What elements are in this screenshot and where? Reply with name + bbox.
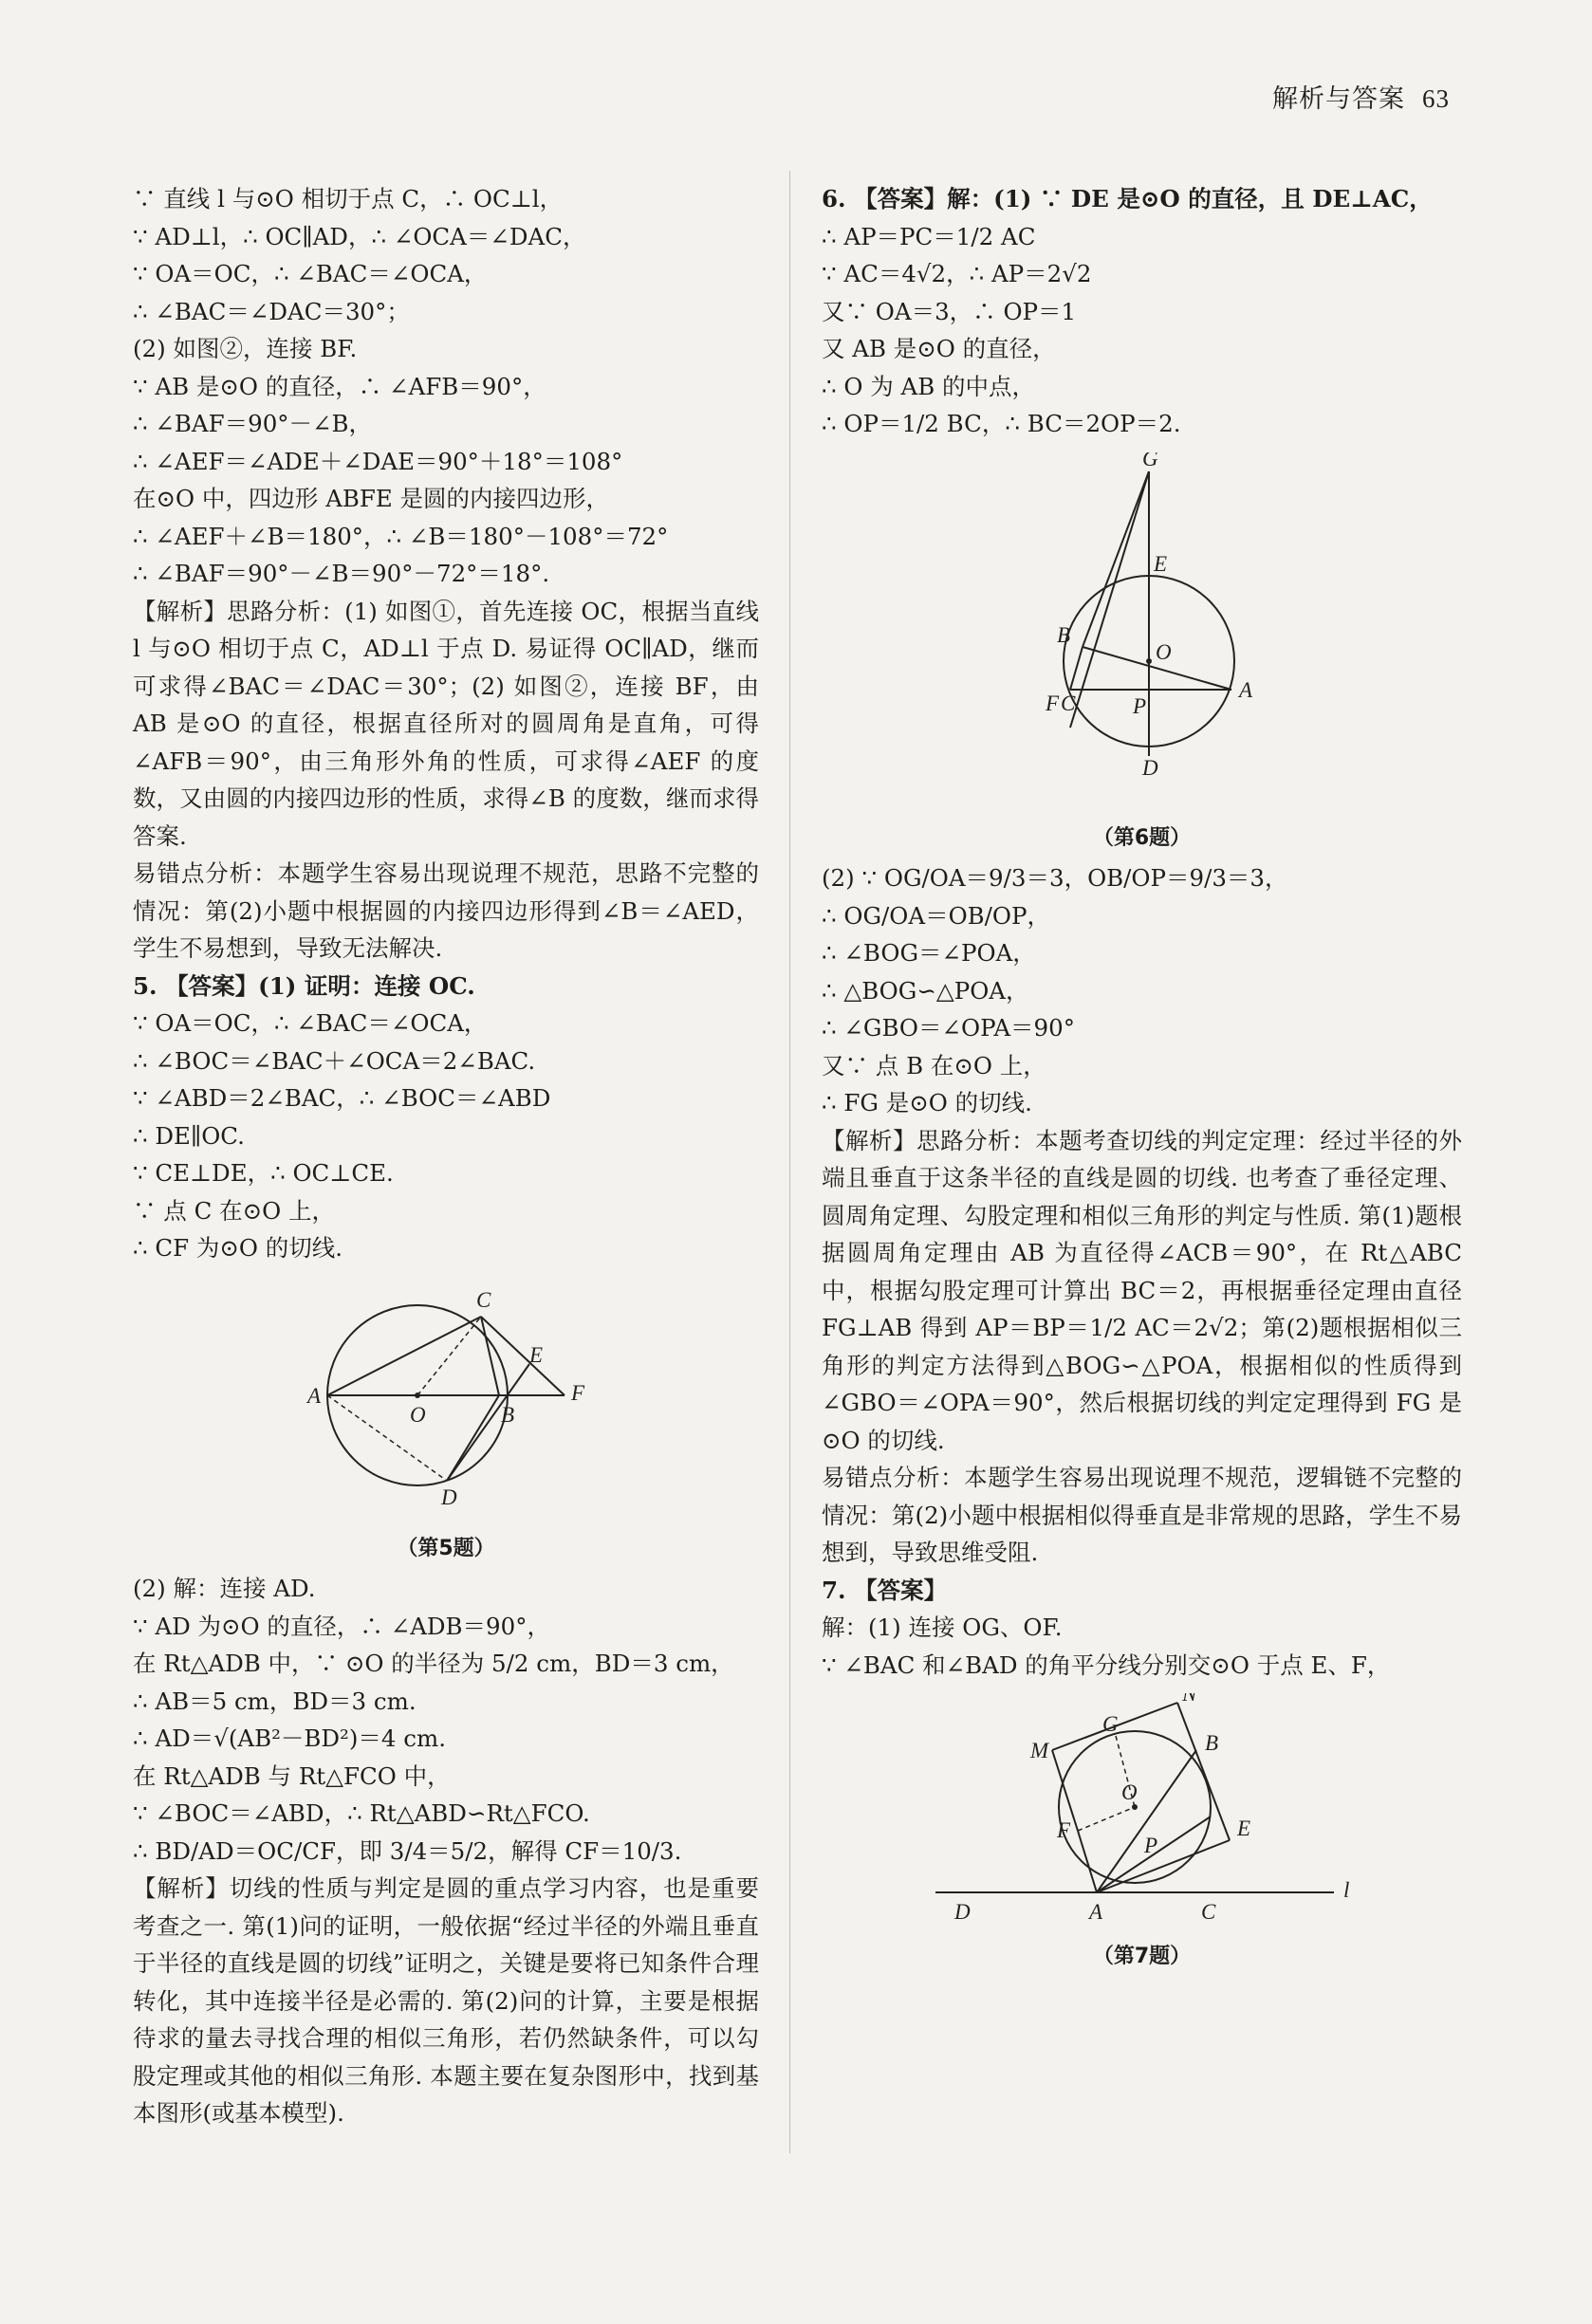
text-line: ∵ CE⊥DE，∴ OC⊥CE.	[133, 1159, 394, 1187]
fig6-label-O: O	[1156, 639, 1172, 664]
question-6-title: 6. 【答案】解：(1) ∵ DE 是⊙O 的直径，且 DE⊥AC，	[822, 185, 1433, 212]
question-7-title: 7. 【答案】	[822, 1576, 948, 1604]
text-line: ∴ OG/OA＝OB/OP，	[822, 901, 1050, 930]
fig7-label-A: A	[1089, 1900, 1103, 1924]
text-line: ∴ ∠AEF＝∠ADE＋∠DAE＝90°＋18°＝108°	[133, 447, 623, 475]
figure-6	[822, 452, 1462, 855]
figure-7	[822, 1693, 1462, 1972]
text-line: ∵ 直线 l 与⊙O 相切于点 C，∴ OC⊥l，	[133, 185, 564, 212]
figure-7-caption: （第7题）	[1092, 1944, 1192, 1968]
text-line: ∴ CF 为⊙O 的切线.	[133, 1234, 343, 1262]
fig6-label-C: C	[1061, 691, 1076, 715]
fig5-label-O: O	[410, 1402, 426, 1427]
text-line: ∵ AD⊥l，∴ OC∥AD，∴ ∠OCA＝∠DAC，	[133, 222, 586, 250]
fig7-label-P: P	[1144, 1834, 1158, 1857]
fig7-label-B: B	[1205, 1731, 1219, 1755]
text-line: 解：(1) 连接 OG、OF.	[822, 1614, 1063, 1641]
fig7-label-G: G	[1102, 1712, 1119, 1736]
fig7-label-M: M	[1030, 1739, 1049, 1762]
figure-6-caption: （第6题）	[1092, 826, 1192, 850]
fig5-label-E: E	[529, 1342, 544, 1367]
text-line: 在 Rt△ADB 中，∵ ⊙O 的半径为 5/2 cm，BD＝3 cm，	[133, 1650, 734, 1677]
text-line: ∴ AB＝5 cm，BD＝3 cm.	[133, 1687, 417, 1715]
text-line: ∵ ∠BAC 和∠BAD 的角平分线分别交⊙O 于点 E、F，	[822, 1651, 1391, 1679]
fig5-label-B: B	[501, 1402, 515, 1427]
text-line: ∴ ∠BAC＝∠DAC＝30°；	[133, 297, 410, 325]
text-line: ∵ 点 C 在⊙O 上，	[133, 1196, 336, 1225]
text-line: ∴ ∠GBO＝∠OPA＝90°	[822, 1014, 1075, 1042]
text-line: ∴ DE∥OC.	[133, 1121, 245, 1150]
figure-5-diagram	[133, 1277, 759, 1523]
page-header	[1272, 78, 1450, 115]
left-column	[133, 180, 759, 2132]
text-line: ∴ ∠BOC＝∠BAC＋∠OCA＝2∠BAC.	[133, 1046, 536, 1075]
analysis-paragraph-6: 【解析】思路分析：本题考查切线的判定定理：经过半径的外端且垂直于这条半径的直线是圆的切线. 也考查了垂径定理、圆周角定理、勾股定理和相似三角形的判定与性质. 第(1)题根据圆周角定理由 AB 为直径得∠ACB＝90°，在 Rt△ABC 中，根据勾股定理可计算出 BC＝2，再根据垂径定理由直径 FG⊥AB 得到 AP＝BP＝1/2 AC＝2√2；第(2)题根据相似三角形的判定方法得到△BOG∽△POA，根据相似的性质得到∠GBO＝∠OPA＝90°，然后根据切线的判定定理得到 FG 是⊙O 的切线.	[822, 1126, 1462, 1454]
analysis-paragraph-4: 【解析】思路分析：(1) 如图①，首先连接 OC，根据当直线 l 与⊙O 相切于点 C，AD⊥l 于点 D. 易证得 OC∥AD，继而可求得∠BAC＝∠DAC＝30°；(2) 如图②，连接 BF，由 AB 是⊙O 的直径，根据直径所对的圆周角是直角，可得∠AFB＝90°，由三角形外角的性质，可求得∠AEF 的度数，又由圆的内接四边形的性质，求得∠B 的度数，继而求得答案.	[133, 597, 759, 850]
fig7-label-O: O	[1121, 1780, 1138, 1804]
error-analysis-4: 易错点分析：本题学生容易出现说理不规范，思路不完整的情况：第(2)小题中根据圆的内接四边形得到∠B＝∠AED，学生不易想到，导致无法解决.	[133, 859, 759, 962]
text-line: ∵ ∠BOC＝∠ABD，∴ Rt△ABD∽Rt△FCO.	[133, 1799, 590, 1827]
text-line: (2) ∵ OG/OA＝9/3＝3，OB/OP＝9/3＝3，	[822, 864, 1288, 892]
fig5-label-A: A	[307, 1383, 322, 1408]
text-line: ∵ AC＝4√2，∴ AP＝2√2	[822, 260, 1092, 287]
fig5-label-D: D	[441, 1485, 457, 1509]
text-line: ∵ AD 为⊙O 的直径，∴ ∠ADB＝90°，	[133, 1612, 550, 1640]
text-line: ∴ OP＝1/2 BC，∴ BC＝2OP＝2.	[822, 410, 1181, 437]
fig6-label-D: D	[1142, 755, 1158, 780]
fig6-label-P: P	[1133, 693, 1147, 718]
figure-7-diagram	[822, 1693, 1462, 1930]
fig6-label-E: E	[1154, 551, 1168, 576]
text-line: ∴ △BOG∽△POA，	[822, 976, 1029, 1005]
question-5-title: 5. 【答案】(1) 证明：连接 OC.	[133, 971, 475, 1000]
text-line: (2) 解：连接 AD.	[133, 1575, 316, 1602]
text-line: 又∵ OA＝3，∴ OP＝1	[822, 297, 1077, 325]
fig6-label-B: B	[1057, 622, 1071, 647]
analysis-paragraph-5: 【解析】切线的性质与判定是圆的重点学习内容，也是重要考查之一. 第(1)问的证明，一般依据“经过半径的外端且垂直于半径的直线是圆的切线”证明之，关键是要将已知条件合理转化，其中连接半径是必需的. 第(2)问的计算，主要是根据待求的量去寻找合理的相似三角形，若仍然缺条件，可以勾股定理或其他的相似三角形. 本题主要在复杂图形中，找到基本图形(或基本模型).	[133, 1874, 759, 2127]
fig7-label-C: C	[1201, 1900, 1216, 1924]
fig7-label-l: l	[1343, 1878, 1350, 1902]
fig7-label-F: F	[1057, 1818, 1071, 1842]
fig7-label-N: N	[1182, 1693, 1197, 1706]
text-line: 在⊙O 中，四边形 ABFE 是圆的内接四边形，	[133, 485, 610, 512]
text-line: ∴ FG 是⊙O 的切线.	[822, 1089, 1032, 1116]
page-header-title: 解析与答案	[1272, 84, 1405, 114]
text-line: ∴ ∠AEF＋∠B＝180°，∴ ∠B＝180°－108°＝72°	[133, 522, 669, 550]
text-line: 又∵ 点 B 在⊙O 上，	[822, 1051, 1046, 1079]
text-line: ∴ O 为 AB 的中点，	[822, 372, 1036, 400]
text-line: ∵ ∠ABD＝2∠BAC，∴ ∠BOC＝∠ABD	[133, 1084, 551, 1112]
text-line: ∴ ∠BAF＝90°－∠B，	[133, 410, 373, 437]
text-line: ∵ OA＝OC，∴ ∠BAC＝∠OCA，	[133, 260, 488, 287]
text-line: ∵ OA＝OC，∴ ∠BAC＝∠OCA，	[133, 1009, 488, 1037]
fig5-label-F: F	[571, 1380, 585, 1405]
fig6-label-G: G	[1142, 452, 1158, 470]
fig7-label-E: E	[1237, 1817, 1251, 1840]
fig5-label-C: C	[476, 1287, 491, 1312]
column-divider	[789, 171, 790, 2153]
fig7-label-D: D	[954, 1900, 971, 1924]
figure-5-caption: （第5题）	[397, 1537, 495, 1560]
text-line: ∵ AB 是⊙O 的直径，∴ ∠AFB＝90°，	[133, 372, 546, 400]
text-line: 在 Rt△ADB 与 Rt△FCO 中，	[133, 1761, 451, 1790]
fig6-label-A: A	[1239, 677, 1253, 702]
error-analysis-6: 易错点分析：本题学生容易出现说理不规范，逻辑链不完整的情况：第(2)小题中根据相似得垂直是非常规的思路，学生不易想到，导致思维受阻.	[822, 1464, 1462, 1566]
text-line: ∴ ∠BAF＝90°－∠B＝90°－72°＝18°.	[133, 560, 550, 587]
text-line: ∴ BD/AD＝OC/CF，即 3/4＝5/2，解得 CF＝10/3.	[133, 1836, 682, 1865]
text-line: ∴ AD＝√(AB²－BD²)＝4 cm.	[133, 1725, 447, 1752]
text-line: ∴ AP＝PC＝1/2 AC	[822, 222, 1036, 250]
text-line: ∴ ∠BOG＝∠POA，	[822, 939, 1036, 967]
right-column	[822, 180, 1462, 1978]
page-number: 63	[1422, 84, 1450, 113]
figure-6-diagram	[822, 452, 1462, 813]
figure-5	[133, 1277, 759, 1565]
fig6-label-F: F	[1046, 691, 1060, 715]
text-line: 又 AB 是⊙O 的直径，	[822, 335, 1056, 362]
text-line: (2) 如图②，连接 BF.	[133, 335, 358, 362]
